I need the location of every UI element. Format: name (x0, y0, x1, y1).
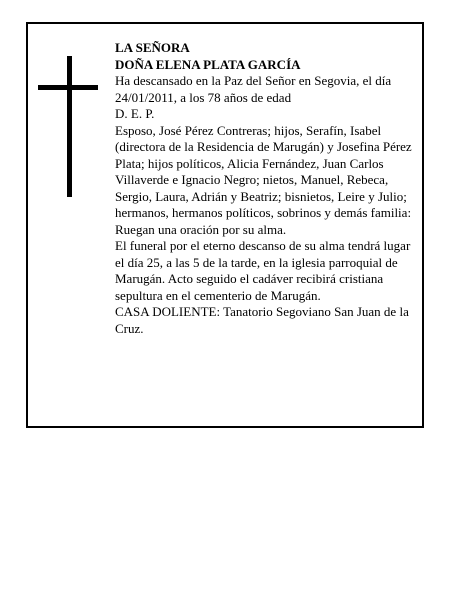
family-list: Esposo, José Pérez Contreras; hijos, Serafín, Isabel (directora de la Residencia de Marugán) y Josefina Pérez Plata; hijos políticos, Alicia Fernández, Juan Carlos Villaverde e Ignacio Negro; nietos, Manuel, Rebeca, Sergio, Laura, Adrián y Beatriz; bisnietos, Leire y Julio; hermanos, hermanos políticos, sobrinos y demás familia: (115, 122, 412, 220)
rip-line: D. E. P. (115, 106, 155, 121)
deceased-name: DOÑA ELENA PLATA GARCÍA (115, 56, 301, 72)
prayer-request: Ruegan una oración por su alma. (115, 221, 287, 237)
funeral-details: El funeral por el eterno descanso de su alma tendrá lugar el día 25, a las 5 de la tarde, en la iglesia parroquial de Marugán. Acto seguido el cadáver recibirá cristiana sepultura en el cementerio de Marugán. (115, 238, 411, 303)
obituary-notice (26, 22, 424, 428)
cross-icon (67, 56, 72, 197)
mourning-house: CASA DOLIENTE: Tanatorio Segoviano San Juan de la Cruz. (115, 304, 409, 336)
obituary-text (115, 40, 419, 337)
cross-icon-crossbar (38, 85, 98, 90)
notice-title: LA SEÑORA (115, 40, 190, 55)
death-notice: Ha descansado en la Paz del Señor en Segovia, el día 24/01/2011, a los 78 años de edad (115, 73, 392, 105)
